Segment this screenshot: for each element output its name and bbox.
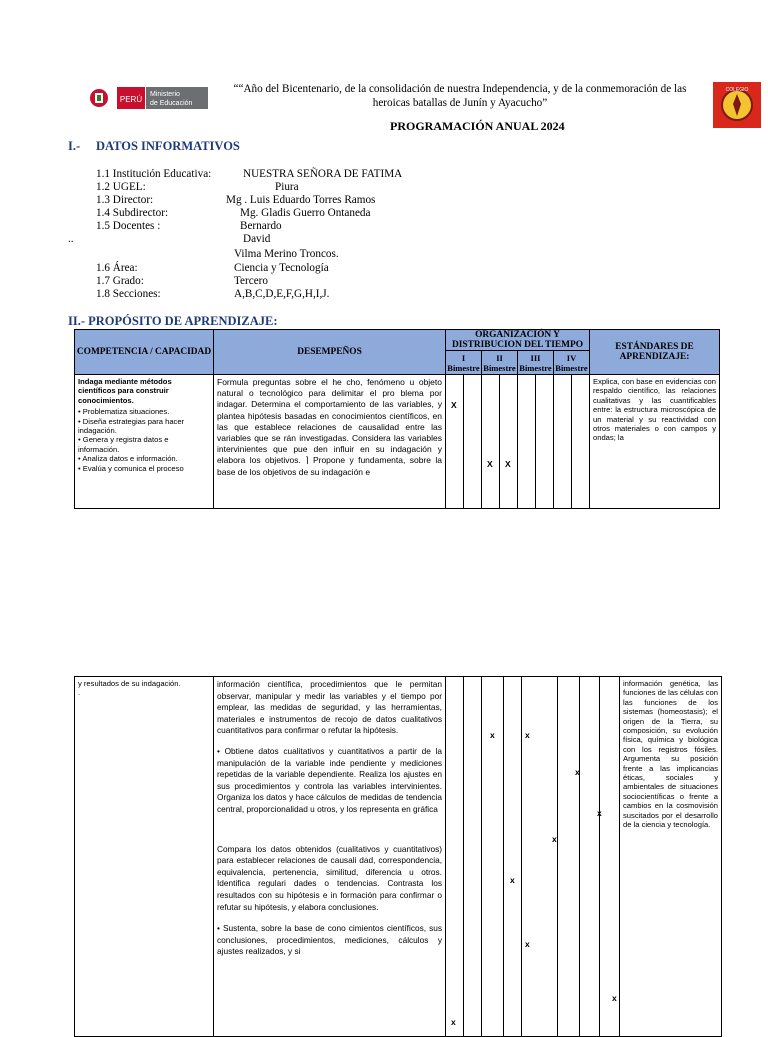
info-label: 1.6 Área: — [96, 262, 138, 274]
learning-purpose-table — [74, 329, 720, 509]
info-label: 1.1 Institución Educativa: — [96, 168, 212, 180]
tiempo-cell — [600, 677, 620, 1037]
logo-country: PERÚ — [119, 95, 143, 104]
section1-heading — [68, 139, 240, 154]
tiempo-cell — [572, 375, 590, 509]
x-mark: x — [612, 993, 617, 1003]
competencia-continued: y resultados de su indagación. — [78, 679, 181, 688]
peru-shield-icon — [90, 89, 108, 107]
section1-number: I.- — [68, 139, 81, 153]
tiempo-cell — [446, 375, 464, 509]
info-label: 1.4 Subdirector: — [96, 207, 169, 219]
info-value: Vilma Merino Troncos. — [234, 248, 339, 260]
minedu-logo — [88, 86, 208, 110]
header-bimestre-1: I Bimestre — [447, 352, 480, 373]
capacidad-item: • Evalúa y comunica el proceso — [78, 464, 210, 473]
header-competencia: COMPETENCIA / CAPACIDAD — [75, 330, 214, 375]
info-label: .. — [68, 233, 74, 245]
desempeno-paragraph: información científica, procedimientos que le permitan observar, manipular y medir las variables y el tiempo por emplear, las medidas de seguridad, y las herramientas, materiales e instrumentos de recojo de datos cualitativos cuantitativos para confirmar o refutar la hipótesis. — [217, 679, 442, 736]
section2-heading: II.- PROPÓSITO DE APRENDIZAJE: — [68, 314, 278, 328]
info-value: Piura — [275, 181, 299, 193]
tiempo-cell — [482, 677, 504, 1037]
capacidad-item: • Diseña estrategias para hacer indagación. — [78, 417, 210, 436]
info-value: Tercero — [234, 275, 268, 287]
x-mark: X — [505, 459, 511, 469]
document-title: PROGRAMACIÓN ANUAL 2024 — [390, 119, 565, 133]
desempeno-cell — [214, 677, 446, 1037]
tiempo-cell — [504, 677, 522, 1037]
capacidad-item: • Analiza datos e información. — [78, 454, 210, 463]
x-mark: x — [525, 939, 530, 949]
competencia-dot: . — [78, 688, 81, 698]
info-value: Mg . Luis Eduardo Torres Ramos — [226, 194, 376, 206]
x-mark: x — [525, 730, 530, 740]
desempeno-paragraph: • Sustenta, sobre la base de cono cimientos científicos, sus conclusiones, procedimientos, mediciones, cálculos y ajustes realizados, y si — [217, 923, 442, 957]
info-label: 1.5 Docentes : — [96, 220, 161, 232]
logo-ministry-line1: Ministerio — [150, 91, 180, 98]
info-value: A,B,C,D,E,F,G,H,I,J. — [234, 288, 330, 300]
tiempo-cell — [518, 375, 536, 509]
x-mark: X — [487, 459, 493, 469]
tiempo-cell — [446, 677, 464, 1037]
desempeno-cell: Formula preguntas sobre el he cho, fenómeno u objeto natural o tecnológico para delimitar el pro blema por indagar. Determina el comportamiento de las variables, y plantea hipótesis basadas en conocimientos científicos, en las que establece relaciones de causalidad entre las variables que se rán investigadas. Considera las variables intervinientes que pue den influir en su indagación y elabora los objetivos. ⌉ Propone y fundamenta, sobre la base de los objetivos de su indagación e — [214, 375, 446, 509]
x-mark: x — [490, 730, 495, 740]
tiempo-cell — [464, 677, 482, 1037]
desempeno-paragraph: Compara los datos obtenidos (cualitativos y cuantitativos) para establecer relaciones de causali dad, correspondencia, equivalencia, pertenencia, similitud, diferencia u otros. Identifica regulari dades o tendencias. Contrasta los resultados con su hipótesis e in formación para confirmar o refutar su hipótesis, y elabora conclusiones. — [217, 843, 442, 912]
tiempo-cell — [500, 375, 518, 509]
estandar-cell: información genética, las funciones de las células con las funciones de los sistemas (homeostasis); el origen de la Tierra, su composición, su evolución física, química y biológica con los registros fósiles. Argumenta su posición frente a las implicancias éticas, sociales y ambientales de situaciones sociocientíficas o frente a cambios en la cosmovisión suscitados por el desarrollo de la ciencia y tecnología. — [620, 677, 722, 1037]
competencia-cell — [75, 677, 214, 1037]
tiempo-cell — [558, 677, 580, 1037]
header-bimestre-3: III Bimestre — [519, 352, 552, 373]
x-mark: x — [597, 808, 602, 818]
school-seal — [713, 82, 761, 128]
header-organizacion: ORGANIZACIÓN Y DISTRIBUCION DEL TIEMPO — [446, 330, 590, 351]
logo-ministry-line2: de Educación — [150, 100, 193, 107]
tiempo-cell — [536, 375, 554, 509]
competencia-cell — [75, 375, 214, 509]
header-bimestre-2: II Bimestre — [483, 352, 516, 373]
info-value: NUESTRA SEÑORA DE FATIMA — [243, 168, 403, 180]
x-mark: x — [451, 1017, 456, 1027]
tiempo-cell — [554, 375, 572, 509]
estandar-cell: Explica, con base en evidencias con respaldo científico, las relaciones cualitativas y las cuantificables entre: la estructura microscópica de un material y su reactividad con otros materiales o con campos y ondas; la — [590, 375, 720, 509]
learning-purpose-table-continued — [74, 676, 722, 1037]
tiempo-cell — [464, 375, 482, 509]
info-value: Bernardo — [240, 220, 282, 232]
capacidad-item: • Genera y registra datos e información. — [78, 435, 210, 454]
tiempo-cell — [522, 677, 558, 1037]
competencia-title: Indaga mediante métodos científicos para construir conocimientos. — [78, 377, 172, 405]
header-motto: ““Año del Bicentenario, de la consolidación de nuestra Independencia, y de la conmemoración de las heroicas batallas de Junín y Ayacucho” — [233, 83, 687, 109]
info-value: Mg. Gladis Guerro Ontaneda — [240, 207, 371, 219]
header-estandares: ESTÁNDARES DE APRENDIZAJE: — [590, 330, 720, 375]
info-value: Ciencia y Tecnología — [234, 262, 329, 274]
info-label: 1.2 UGEL: — [96, 181, 146, 193]
desempeno-paragraph: • Obtiene datos cualitativos y cuantitativos a partir de la manipulación de la variable inde pendiente y mediciones repetidas de la variable dependiente. Realiza los ajustes en sus procedimientos y controla las variables intervinientes. Organiza los datos y hace cálculos de medidas de tendencia central, proporcionalidad u otros, y los representa en gráfica — [217, 745, 442, 814]
tiempo-cell — [580, 677, 600, 1037]
header-desempenos: DESEMPEÑOS — [214, 330, 446, 375]
x-mark: x — [510, 875, 515, 885]
x-mark: X — [451, 400, 457, 410]
capacidad-item: • Problematiza situaciones. — [78, 407, 210, 416]
x-mark: x — [575, 767, 580, 777]
info-label: 1.8 Secciones: — [96, 288, 161, 300]
info-label: 1.3 Director: — [96, 194, 154, 206]
info-label: 1.7 Grado: — [96, 275, 144, 287]
header-bimestre-4: IV Bimestre — [555, 352, 588, 373]
x-mark: x — [552, 834, 557, 844]
info-value: David — [243, 233, 271, 245]
seal-text: COLEGIO — [725, 87, 749, 93]
section1-title: DATOS INFORMATIVOS — [96, 139, 240, 153]
tiempo-cell — [482, 375, 500, 509]
